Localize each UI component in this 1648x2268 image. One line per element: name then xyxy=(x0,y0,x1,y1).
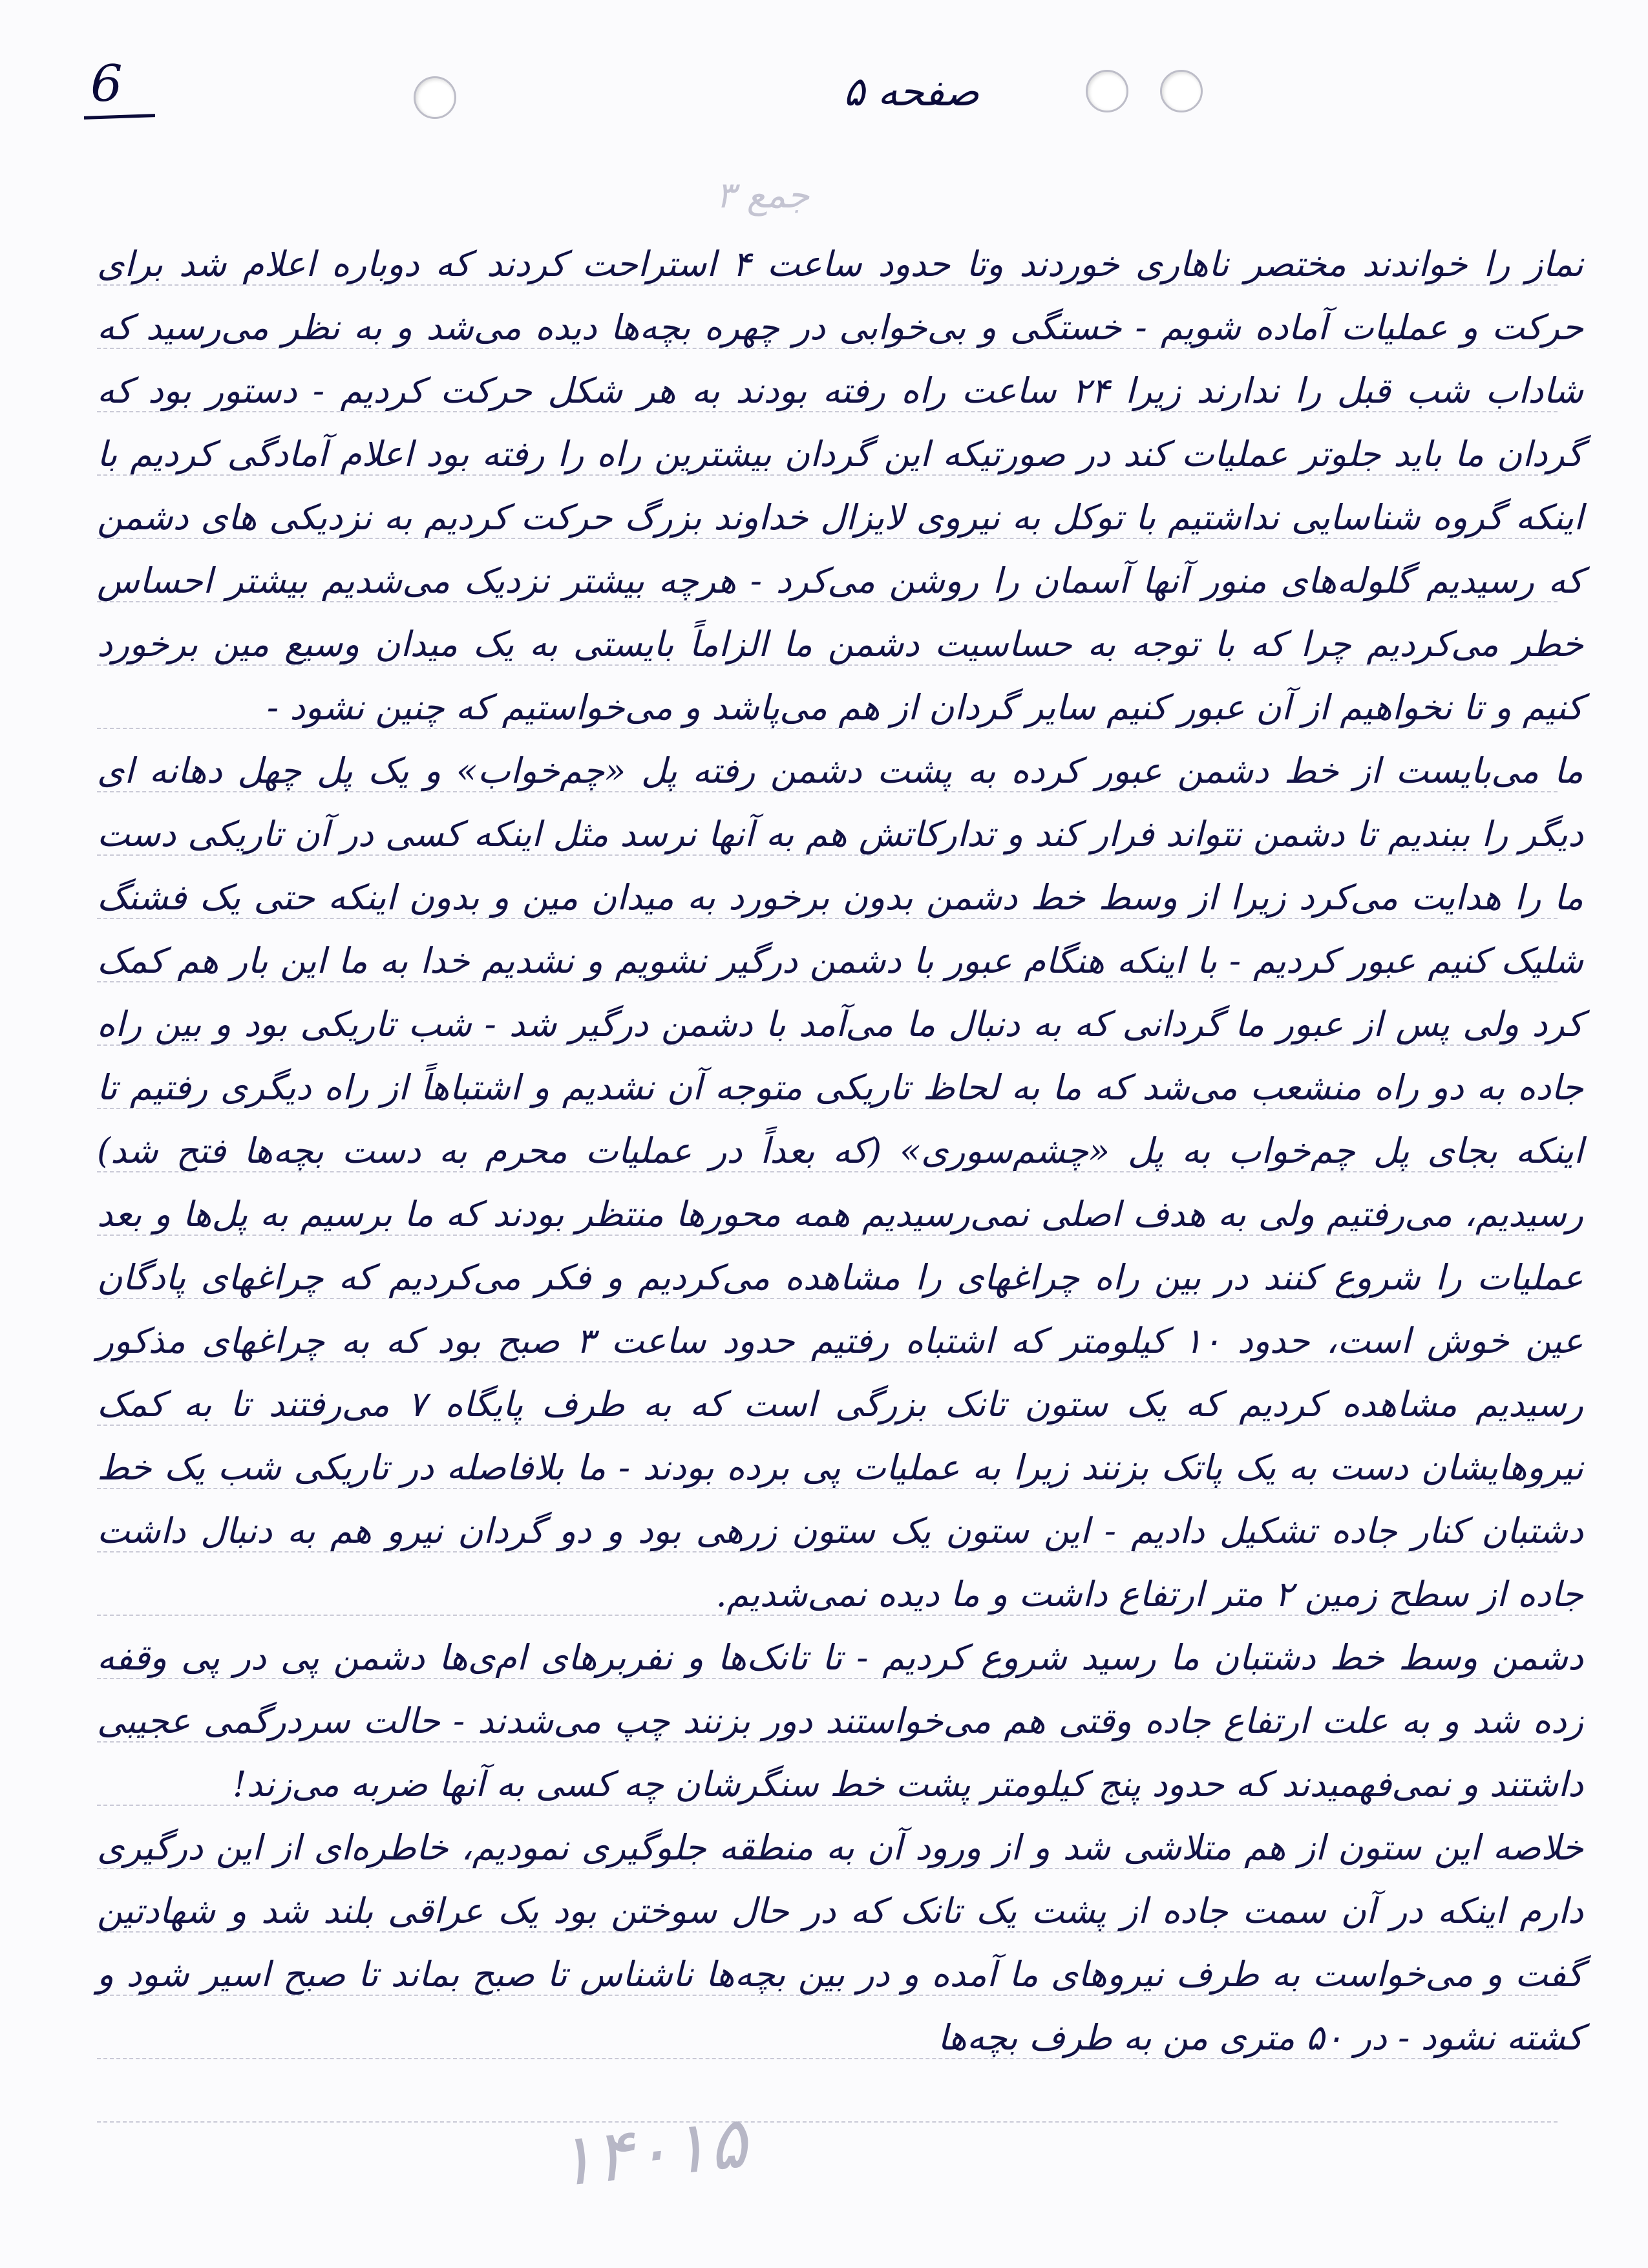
binder-hole xyxy=(414,76,456,119)
paragraph-3: دشمن وسط خط دشتبان ما رسید شروع کردیم - تا تانک‌ها و نفربرهای ام‌ی‌ها دشمن پی در پی وقفه زده شد و به علت ارتفاع جاده وقتی هم می‌خواستند دور بزنند چپ می‌شدند - حالت سردرگمی عجیبی داشتند و نمی‌فهمیدند که حدود پنج کیلومتر پشت خط سنگرشان چه کسی به آنها ضربه می‌زند! xyxy=(97,1637,1583,1805)
binder-hole xyxy=(1086,70,1128,112)
paragraph-2: ما می‌بایست از خط دشمن عبور کرده به پشت دشمن رفته پل «چم‌خواب» و یک پل چهل دهانه ای دیگر را ببندیم تا دشمن نتواند فرار کند و تدارکاتش هم به آنها نرسد مثل اینکه کسی در آن تاریکی دست ما را هدایت می‌کرد زیرا از وسط خط دشمن بدون برخورد به میدان مین و بدون اینکه حتی یک فشنگ شلیک کنیم عبور کردیم - با اینکه هنگام عبور با دشمن درگیر نشویم و نشدیم خدا به ما این بار هم کمک کرد ولی پس از عبور ما گردانی که به دنبال ما می‌آمد با دشمن درگیر شد - شب تاریکی بود و بین راه جاده به دو راه منشعب می‌شد که ما به لحاظ تاریکی متوجه آن نشدیم و اشتباهاً از راه دیگری رفتیم تا اینکه بجای پل چم‌خواب به پل «چشم‌سوری» (که بعداً در عملیات محرم به دست بچه‌ها فتح شد) رسیدیم، می‌رفتیم ولی به هدف اصلی نمی‌رسیدیم همه محورها منتظر بودند که ما برسیم به پل‌ها و بعد عملیات را شروع کنند در بین راه چراغهای را مشاهده می‌کردیم و فکر می‌کردیم که چراغهای پادگان عین خوش است، حدود ۱۰ کیلومتر که اشتباه رفتیم حدود ساعت ۳ صبح بود که به چراغهای مذکور رسیدیم مشاهده کردیم که یک ستون تانک بزرگی است که به طرف پایگاه ۷ می‌رفتند تا به کمک نیروهایشان دست به یک پاتک بزنند زیرا به عملیات پی برده بودند - ما بلافاصله در تاریکی شب یک خط دشتبان کنار جاده تشکیل دادیم - این ستون یک ستون زرهی بود و دو گردان نیرو هم به دنبال داشت جاده از سطح زمین ۲ متر ارتفاع داشت و ما دیده نمی‌شدیم. xyxy=(97,750,1584,1615)
faint-bottom-number: ۱۴۰۱۵ xyxy=(552,2100,751,2203)
corner-number-underline xyxy=(84,114,155,120)
binder-hole xyxy=(1160,70,1203,112)
paragraph-1: نماز را خواندند مختصر ناهاری خوردند وتا حدود ساعت ۴ استراحت کردند که دوباره اعلام شد برای حرکت و عملیات آماده شویم - خستگی و بی‌خوابی در چهره بچه‌ها دیده می‌شد و به نظر می‌رسید که شاداب شب قبل را ندارند زیرا ۲۴ ساعت راه رفته بودند به هر شکل حرکت کردیم - دستور بود که گردان ما باید جلوتر عملیات کند در صورتیکه این گردان بیشترین راه را رفته بود اعلام آمادگی کردیم با اینکه گروه شناسایی نداشتیم با توکل به نیروی لایزال خداوند بزرگ حرکت کردیم به نزدیکی های دشمن که رسیدیم گلوله‌های منور آنها آسمان را روشن می‌کرد - هرچه بیشتر نزدیک می‌شدیم بیشتر احساس خطر می‌کردیم چرا که با توجه به حساسیت دشمن ما الزاماً بایستی به یک میدان وسیع مین برخورد کنیم و تا نخواهیم از آن عبور کنیم سایر گردان از هم می‌پاشد و می‌خواستیم که چنین نشود - xyxy=(97,244,1583,728)
corner-page-number: 6 xyxy=(90,55,123,113)
handwritten-body xyxy=(97,233,1583,2070)
ruled-line xyxy=(97,2121,1558,2123)
page-heading: صفحه ۵ xyxy=(843,68,980,115)
paragraph-4: خلاصه این ستون از هم متلاشی شد و از ورود آن به منطقه جلوگیری نمودیم، خاطره‌ای از این درگیری دارم اینکه در آن سمت جاده از پشت یک تانک که در حال سوختن بود یک عراقی بلند شد و شهادتین گفت و می‌خواست به طرف نیروهای ما آمده و در بین بچه‌ها ناشناس تا صبح بماند تا صبح اسیر شود و کشته نشود - در ۵۰ متری من به طرف بچه‌ها xyxy=(97,1827,1583,2058)
faint-margin-note: ۳ جمع xyxy=(715,175,810,217)
